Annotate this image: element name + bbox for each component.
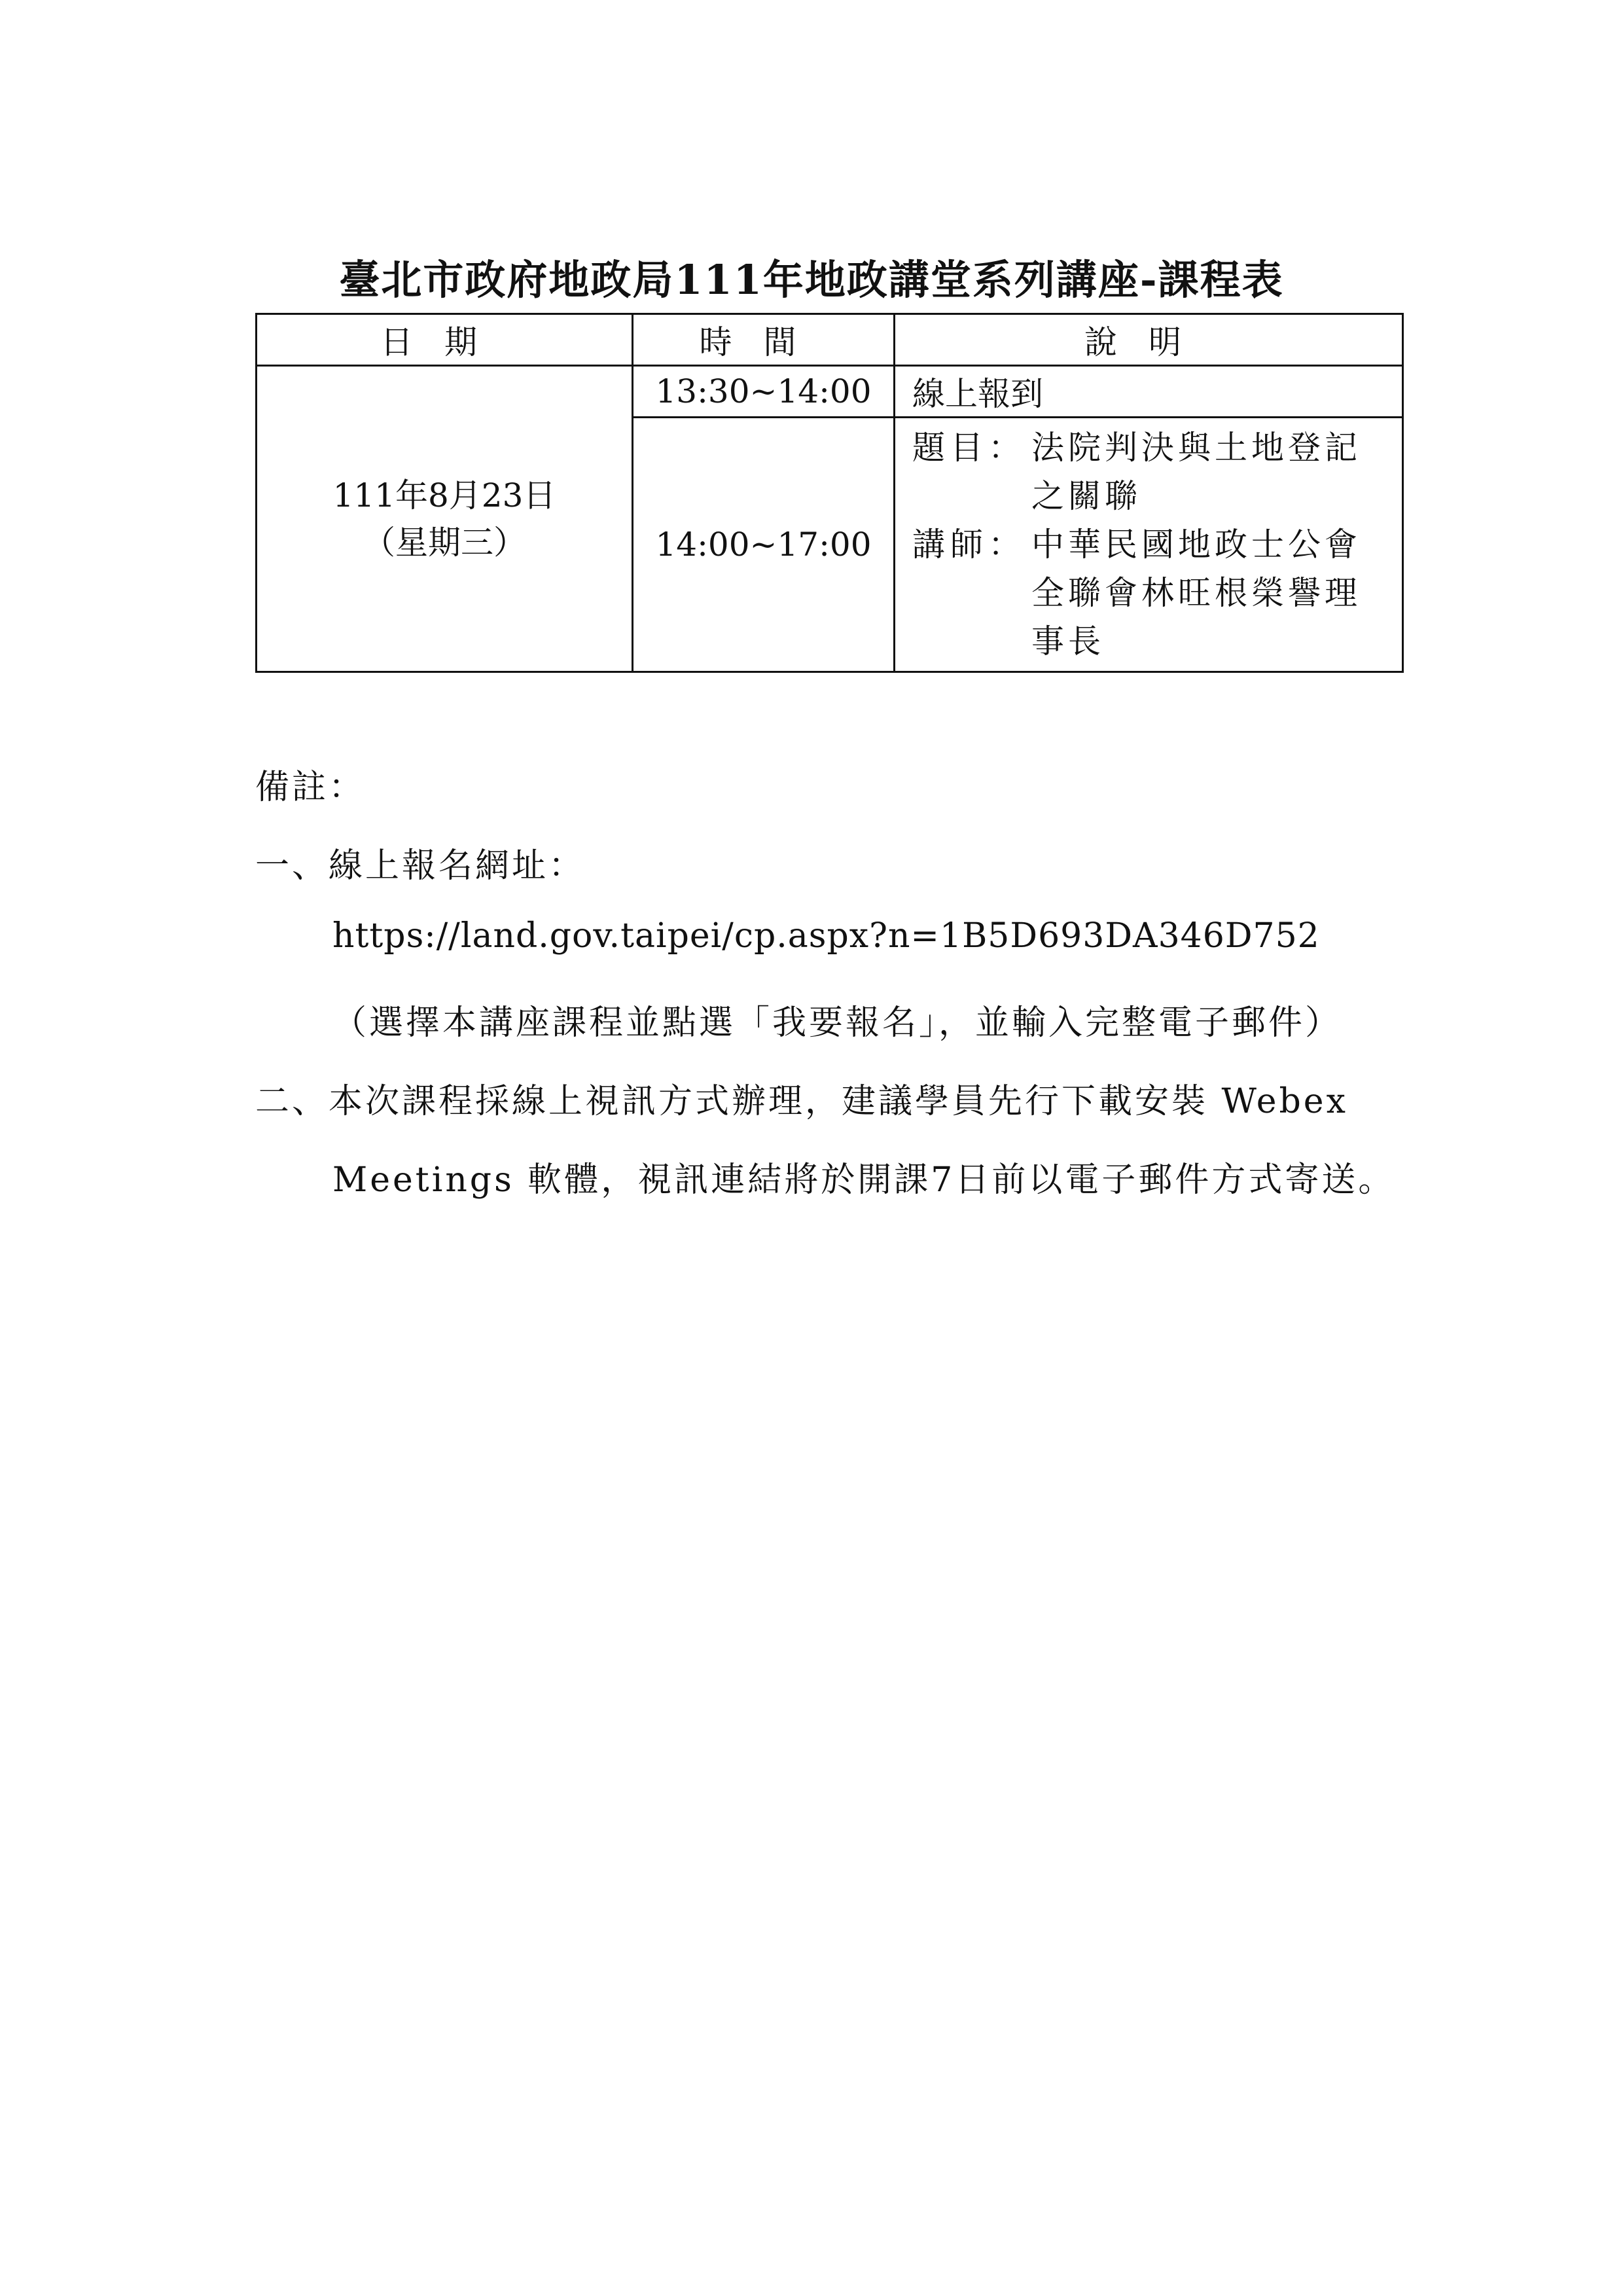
desc-cell bbox=[895, 418, 1403, 672]
note-item-1-title: 一、線上報名網址： bbox=[255, 846, 586, 886]
header-desc: 說明 bbox=[895, 314, 1403, 366]
table-header-row bbox=[257, 314, 1403, 366]
note-item-2-line-2: Meetings 軟體，視訊連結將於開課7日前以電子郵件方式寄送。 bbox=[332, 1160, 1395, 1200]
table-row bbox=[257, 366, 1403, 418]
topic-text: 法院判決與土地登記 bbox=[1031, 429, 1361, 467]
date-text: 111年8月23日 bbox=[332, 476, 556, 514]
lecturer-label: 講師： bbox=[912, 526, 1026, 564]
weekday-text: （星期三） bbox=[363, 523, 526, 562]
lecturer-row bbox=[912, 520, 1402, 666]
note-item-2-line-1: 二、本次課程採線上視訊方式辦理，建議學員先行下載安裝 Webex bbox=[255, 1082, 1348, 1121]
lecturer-text: 事長 bbox=[1031, 622, 1105, 660]
desc-cell: 線上報到 bbox=[895, 366, 1403, 418]
lecturer-text: 全聯會林旺根榮譽理 bbox=[1031, 574, 1361, 612]
schedule-table bbox=[255, 313, 1404, 673]
notes-heading: 備註： bbox=[255, 768, 366, 807]
time-cell: 13:30~14:00 bbox=[633, 366, 895, 418]
note-item-1-hint: （選擇本講座課程並點選「我要報名」，並輸入完整電子郵件） bbox=[332, 1003, 1342, 1043]
topic-label: 題目： bbox=[912, 429, 1026, 467]
topic-text: 之關聯 bbox=[1031, 477, 1141, 515]
header-date: 日期 bbox=[257, 314, 633, 366]
page-title: 臺北市政府地政局111年地政講堂系列講座-課程表 bbox=[339, 256, 1284, 304]
date-cell bbox=[257, 366, 633, 672]
header-time: 時間 bbox=[633, 314, 895, 366]
topic-row bbox=[912, 423, 1402, 520]
registration-url[interactable]: https://land.gov.taipei/cp.aspx?n=1B5D693DA346D752 bbox=[332, 916, 1320, 956]
lecturer-text: 中華民國地政士公會 bbox=[1031, 526, 1361, 564]
time-cell: 14:00~17:00 bbox=[633, 418, 895, 672]
